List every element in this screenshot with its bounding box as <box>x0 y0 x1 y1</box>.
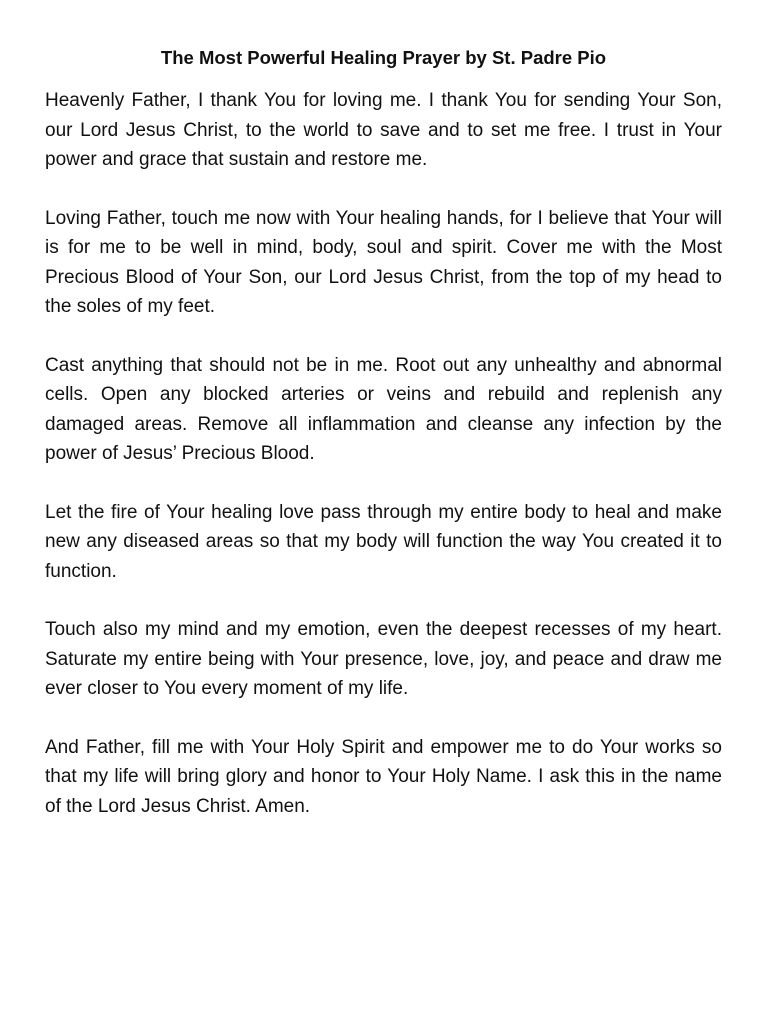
paragraph-loving-father: Loving Father, touch me now with Your healing hands, for I believe that Your will is for me to be well in mind, body, soul and spirit. Cover me with the Most Precious Blood of Your Son, our Lord Jesus Christ, from the top of my head to the soles of my feet. <box>45 207 722 317</box>
paragraph-heavenly-father: Heavenly Father, I thank You for loving me. I thank You for sending Your Son, our Lord Jesus Christ, to the world to save and to set me free. I trust in Your power and grace that sustain and restore me. <box>45 90 722 170</box>
document-page <box>45 44 722 850</box>
paragraph-cast-anything: Cast anything that should not be in me. Root out any unhealthy and abnormal cells. Open any blocked arteries or veins and rebuild and replenish any damaged areas. Remove all inflammation and cleanse any infection by the power of Jesus’ Precious Blood. <box>45 354 722 464</box>
document-title: The Most Powerful Healing Prayer by St. Padre Pio <box>160 47 607 68</box>
paragraph-holy-spirit: And Father, fill me with Your Holy Spirit and empower me to do Your works so that my life will bring glory and honor to Your Holy Name. I ask this in the name of the Lord Jesus Christ. Amen. <box>45 736 722 817</box>
paragraph-fire-of-love: Let the fire of Your healing love pass through my entire body to heal and make new any diseased areas so that my body will function the way You created it to function. <box>45 501 722 582</box>
paragraph-touch-mind: Touch also my mind and my emotion, even the deepest recesses of my heart. Saturate my entire being with Your presence, love, joy, and peace and draw me ever closer to You every moment of my life. <box>45 619 722 699</box>
